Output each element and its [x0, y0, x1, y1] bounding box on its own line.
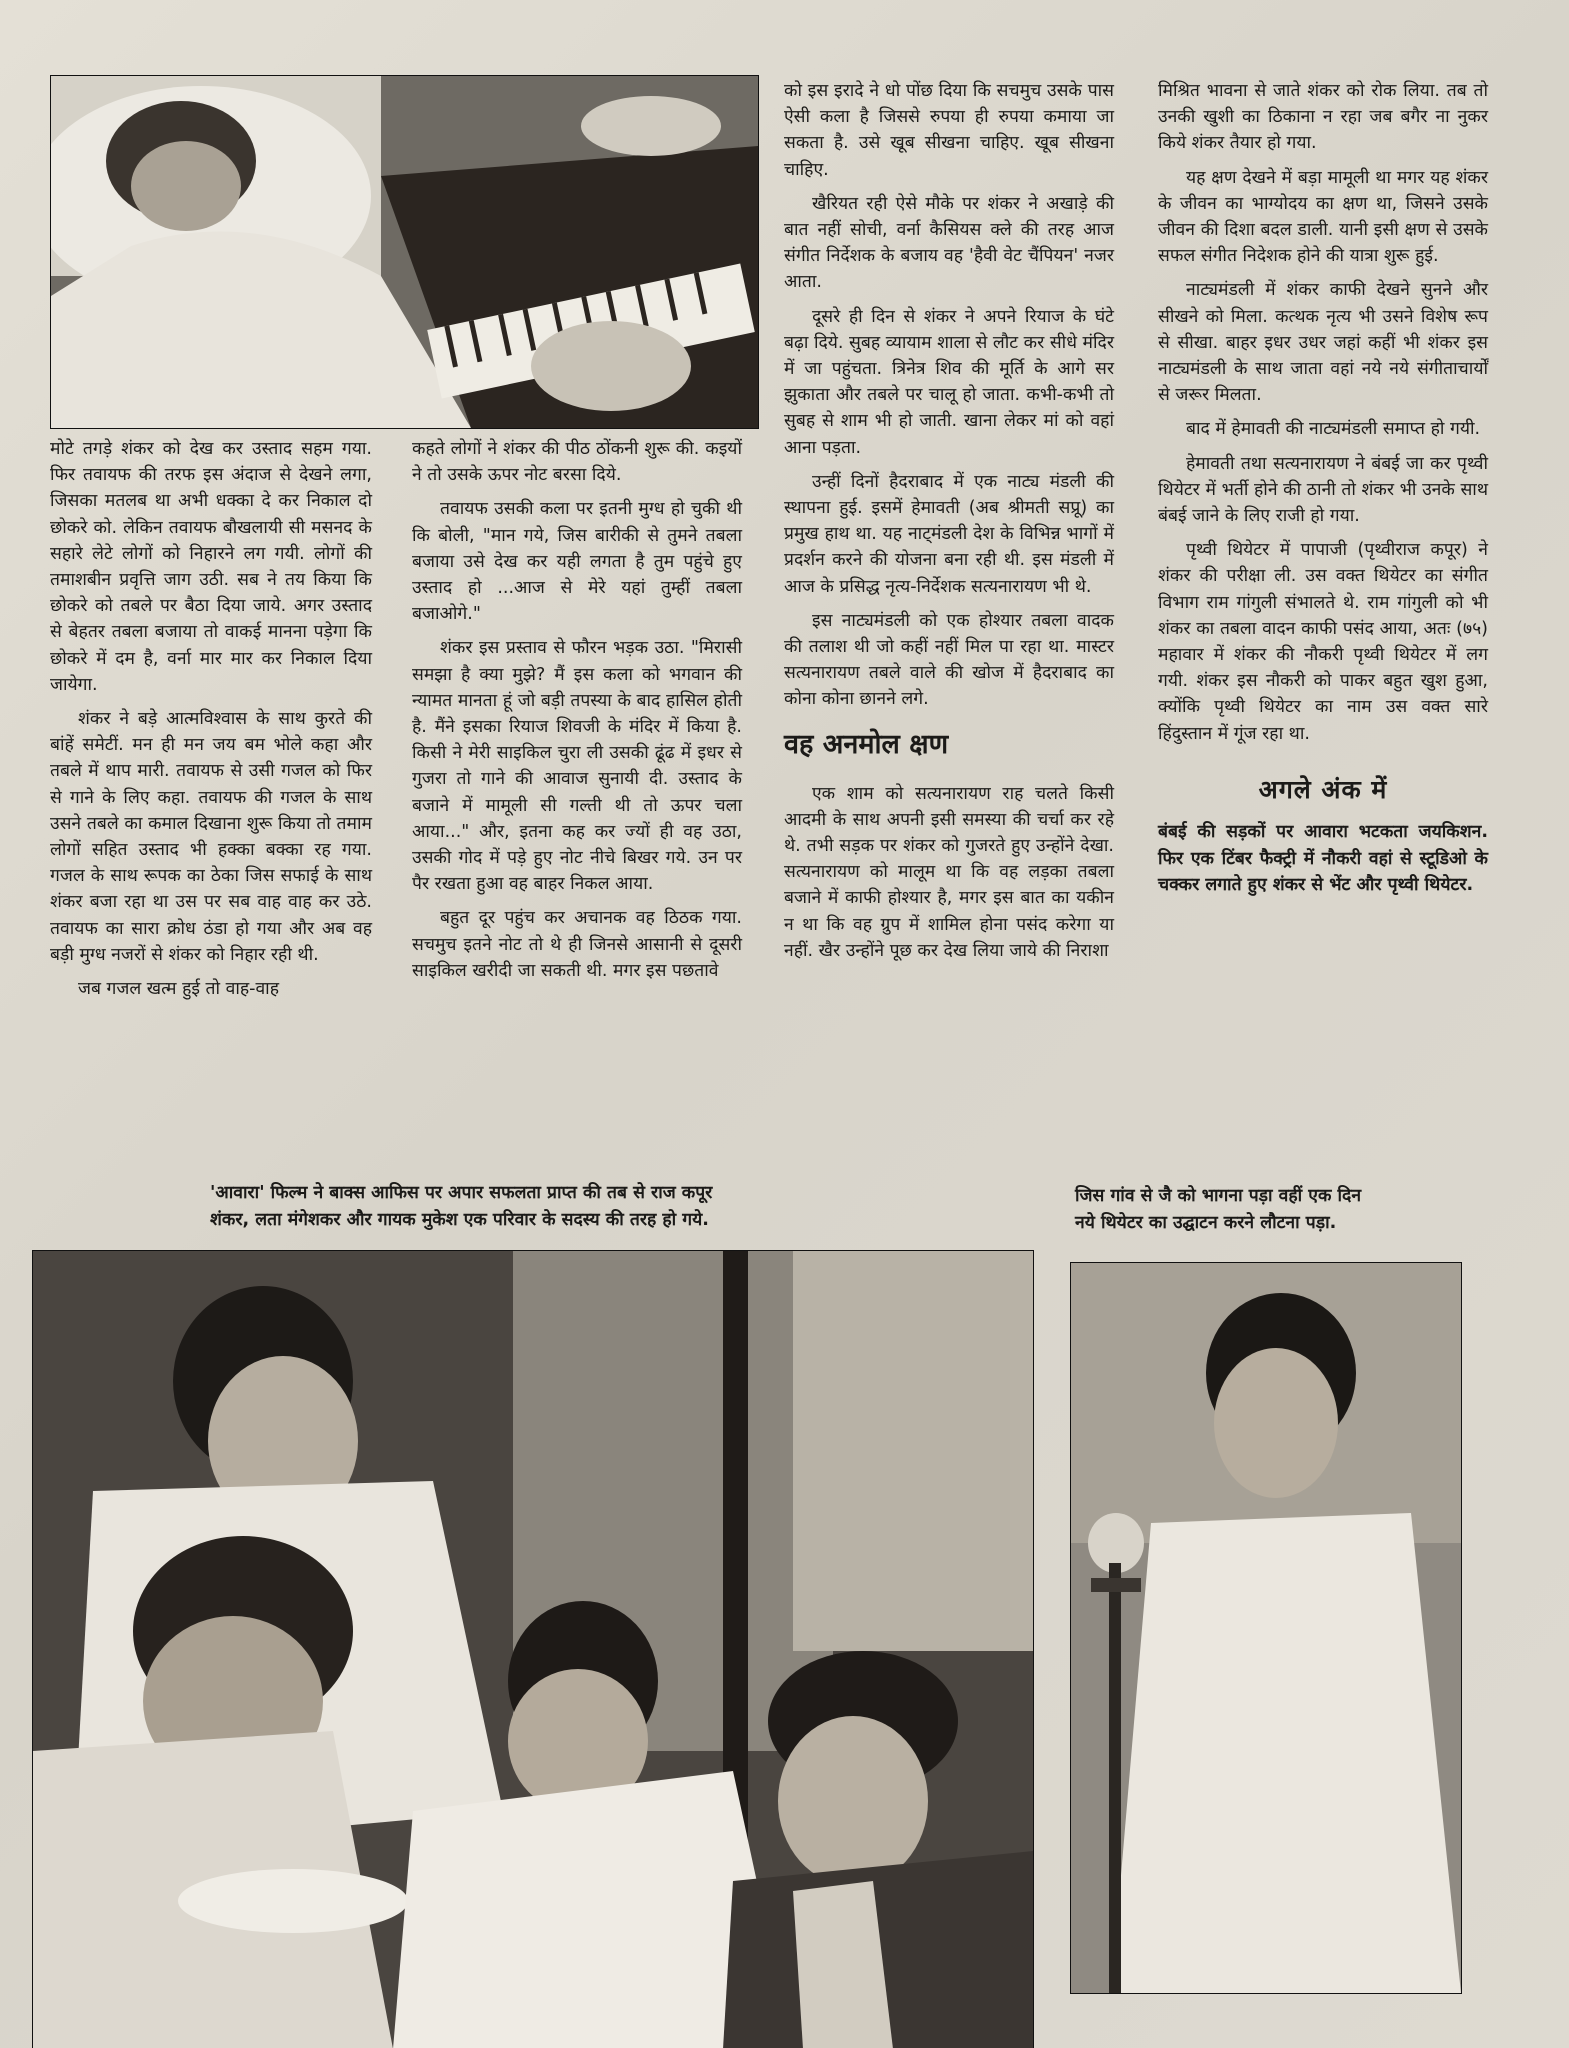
col4-para-6: पृथ्वी थियेटर में पापाजी (पृथ्वीराज कपूर) ने शंकर की परीक्षा ली. उस वक्त थियेटर का संगीत विभाग राम गांगुली संभालते थे. राम गांगुली को भी शंकर का तबला वादन काफी पसंद आया, अतः (७५) महावार में शंकर की नौकरी पृथ्वी थियेटर में लग गयी. शंकर इस नौकरी को पाकर बहुत खुश हुआ, क्योंकि पृथ्वी थियेटर का नाम उस वक्त सारे हिंदुस्तान में गूंज रहा था. — [1158, 540, 1488, 744]
group-caption-line-1: 'आवारा' फिल्म ने बाक्स आफिस पर अपार सफलता प्राप्त की तब से राज कपूर — [210, 1183, 713, 1203]
col3-para-4: उन्हीं दिनों हैदराबाद में एक नाट्य मंडली की स्थापना हुई. इसमें हेमावती (अब श्रीमती सप्रू) का प्रमुख हाथ था. यह नाट्मंडली देश के विभिन्न भागों में प्रदर्शन करने की योजना बना रही थी. इस मंडली में आज के प्रसिद्ध नृत्य-निर्देशक सत्यनारायण भी थे. — [784, 471, 1114, 597]
singer-microphone-photo — [1070, 1262, 1462, 1994]
article-column-3 — [784, 78, 1114, 972]
col4-para-3: नाट्यमंडली में शंकर काफी देखने सुनने और सीखने को मिला. कत्थक नृत्य भी उसने विशेष रूप से सीखा. बाहर इधर उधर जहां कहीं भी शंकर इस नाट्यमंडली के साथ जाता वहां नये नये संगीताचार्यों से जरूर मिलता. — [1158, 280, 1488, 406]
col3-para-1: को इस इरादे ने धो पोंछ दिया कि सचमुच उसके पास ऐसी कला है जिससे रुपया ही रुपया कमाया जा सकता है. उसे खूब सीखना चाहिए. खूब सीखना चाहिए. — [784, 81, 1114, 180]
singer-caption-line-2: नये थियेटर का उद्घाटन करने लौटना पड़ा. — [1075, 1213, 1337, 1233]
article-column-2 — [412, 436, 742, 992]
next-issue-teaser: बंबई की सड़कों पर आवारा भटकता जयकिशन. फिर एक टिंबर फैक्ट्री में नौकरी वहां से स्टूडिओ के चक्कर लगाते हुए शंकर से भेंट और पृथ्वी थियेटर. — [1158, 822, 1488, 896]
col4-para-1: मिश्रित भावना से जाते शंकर को रोक लिया. तब तो उनकी खुशी का ठिकाना न रहा जब बगैर ना नुकर किये शंकर तैयार हो गया. — [1158, 81, 1488, 154]
section-subheading: वह अनमोल क्षण — [784, 728, 949, 760]
col1-para-3: जब गजल खत्म हुई तो वाह-वाह — [78, 979, 280, 1000]
article-column-1 — [50, 436, 372, 1010]
col3-para-5: इस नाट्यमंडली को एक होश्यार तबला वादक की तलाश थी जो कहीं नहीं मिल पा रहा था. मास्टर सत्यनारायण तबले वाले की खोज में हैदराबाद का कोना कोना छानने लगे. — [784, 610, 1114, 710]
col3-para-2: खैरियत रही ऐसे मौके पर शंकर ने अखाड़े की बात नहीं सोची, वर्ना कैसियस क्ले की तरह आज संगीत निर्देशक के बजाय वह 'हैवी वेट चैंपियन' नजर आता. — [784, 193, 1114, 293]
singer-caption-line-1: जिस गांव से जै को भागना पड़ा वहीं एक दिन — [1075, 1186, 1362, 1206]
col2-para-3: शंकर इस प्रस्ताव से फौरन भड़क उठा. "मिरासी समझा है क्या मुझे? मैं इस कला को भगवान की न्यामत मानता हूं जो बड़ी तपस्या के बाद हासिल होती है. मैंने इसका रियाज शिवजी के मंदिर में किया है. किसी ने मेरी साइकिल चुरा ली उसकी ढूंढ में इधर से गुजरा तो गाने की आवाज सुनायी दी. उस्ताद के बजाने में मामूली सी गल्ती थी तो ऊपर चला आया..." और, इतना कह कर ज्यों ही वह उठा, उसकी गोद में पड़े हुए नोट नीचे बिखर गये. उन पर पैर रखता हुआ वह बाहर निकल आया. — [412, 638, 742, 895]
col4-para-5: हेमावती तथा सत्यनारायण ने बंबई जा कर पृथ्वी थियेटर में भर्ती होने की ठानी तो शंकर भी उनके साथ बंबई जाने के लिए राजी हो गया. — [1158, 453, 1488, 527]
col3-para-3: दूसरे ही दिन से शंकर ने अपने रियाज के घंटे बढ़ा दिये. सुबह व्यायाम शाला से लौट कर सीधे मंदिर में जा पहुंचता. त्रिनेत्र शिव की मूर्ति के आगे सर झुकाता और तबले पर चालू हो जाता. कभी-कभी तो सुबह से शाम भी हो जाती. खाना लेकर मां को वहां आना पड़ता. — [784, 306, 1114, 458]
article-column-4 — [1158, 78, 1488, 899]
col2-para-4: बहुत दूर पहुंच कर अचानक वह ठिठक गया. सचमुच इतने नोट तो थे ही जिनसे आसानी से दूसरी साइकिल खरीदी जा सकती थी. मगर इस पछतावे — [412, 908, 742, 981]
group-eating-photo — [32, 1250, 1034, 2048]
col3-para-6: एक शाम को सत्यनारायण राह चलते किसी आदमी के साथ अपनी इसी समस्या की चर्चा कर रहे थे. तभी सड़क पर शंकर को गुजरते हुए उन्होंने देखा. सत्यनारायण को मालूम था कि वह लड़का तबला बजाने में काफी होश्यार है, मगर इस बात का यकीन न था कि वह ग्रुप में शामिल होना पसंद करेगा या नहीं. खैर उन्होंने पूछ कर देख लिया जाये की निराशा — [784, 783, 1114, 961]
harmonium-player-photo — [50, 75, 759, 429]
col1-para-2: शंकर ने बड़े आत्मविश्वास के साथ कुरते की बांहें समेटीं. मन ही मन जय बम भोले कहा और तबले में थाप मारी. तवायफ से उसी गजल को फिर से गाने के लिए कहा. तवायफ की गजल के साथ उसने तबले का कमाल दिखाना शुरू किया तो तमाम लोगों सहित उस्ताद भी हक्का बक्का रह गया. गजल के साथ रूपक का ठेका जिस सफाई के साथ शंकर बजा रहा था उस पर सब वाह वाह कर उठे. तवायफ का सारा क्रोध ठंडा हो गया और अब वह बड़ी मुग्ध नजरों से शंकर को निहार रही थी. — [50, 709, 372, 965]
next-issue-heading: अगले अंक में — [1258, 774, 1388, 804]
col4-para-2: यह क्षण देखने में बड़ा मामूली था मगर यह शंकर के जीवन का भाग्योदय का क्षण था, जिसने उसके जीवन की दिशा बदल डाली. यानी इसी क्षण से उसके सफल संगीत निदेशक होने की यात्रा शुरू हुई. — [1158, 167, 1488, 267]
singer-photo-caption — [1075, 1183, 1495, 1237]
group-caption-line-2: शंकर, लता मंगेशकर और गायक मुकेश एक परिवार के सदस्य की तरह हो गये. — [210, 1210, 709, 1230]
col4-para-4: बाद में हेमावती की नाट्यमंडली समाप्त हो गयी. — [1186, 419, 1481, 440]
col2-para-2: तवायफ उसकी कला पर इतनी मुग्ध हो चुकी थी कि बोली, "मान गये, जिस बारीकी से तुमने तबला बजाया उसे देख कर यही लगता है तुम पहुंचे हुए उस्ताद हो ...आज से मेरे यहां तुम्हीं तबला बजाओगे." — [412, 499, 742, 625]
col2-para-1: कहते लोगों ने शंकर की पीठ ठोंकनी शुरू की. कइयों ने तो उसके ऊपर नोट बरसा दिये. — [412, 439, 742, 486]
group-photo-caption — [210, 1180, 910, 1234]
col1-para-1: मोटे तगड़े शंकर को देख कर उस्ताद सहम गया. फिर तवायफ की तरफ इस अंदाज से देखने लगा, जिसका मतलब था अभी धक्का दे कर निकाल दो छोकरे को. लेकिन तवायफ बौखलायी सी मसनद के सहारे लेटे लोगों को निहारने लग गयी. लोगों की तमाशबीन प्रवृत्ति जाग उठी. सब ने तय किया कि छोकरे को तबले पर बैठा दिया जाये. अगर उस्ताद से बेहतर तबला बजाया तो वाकई मानना पड़ेगा कि छोकरे में दम है, वर्ना मार मार कर निकाल दिया जायेगा. — [50, 439, 372, 695]
